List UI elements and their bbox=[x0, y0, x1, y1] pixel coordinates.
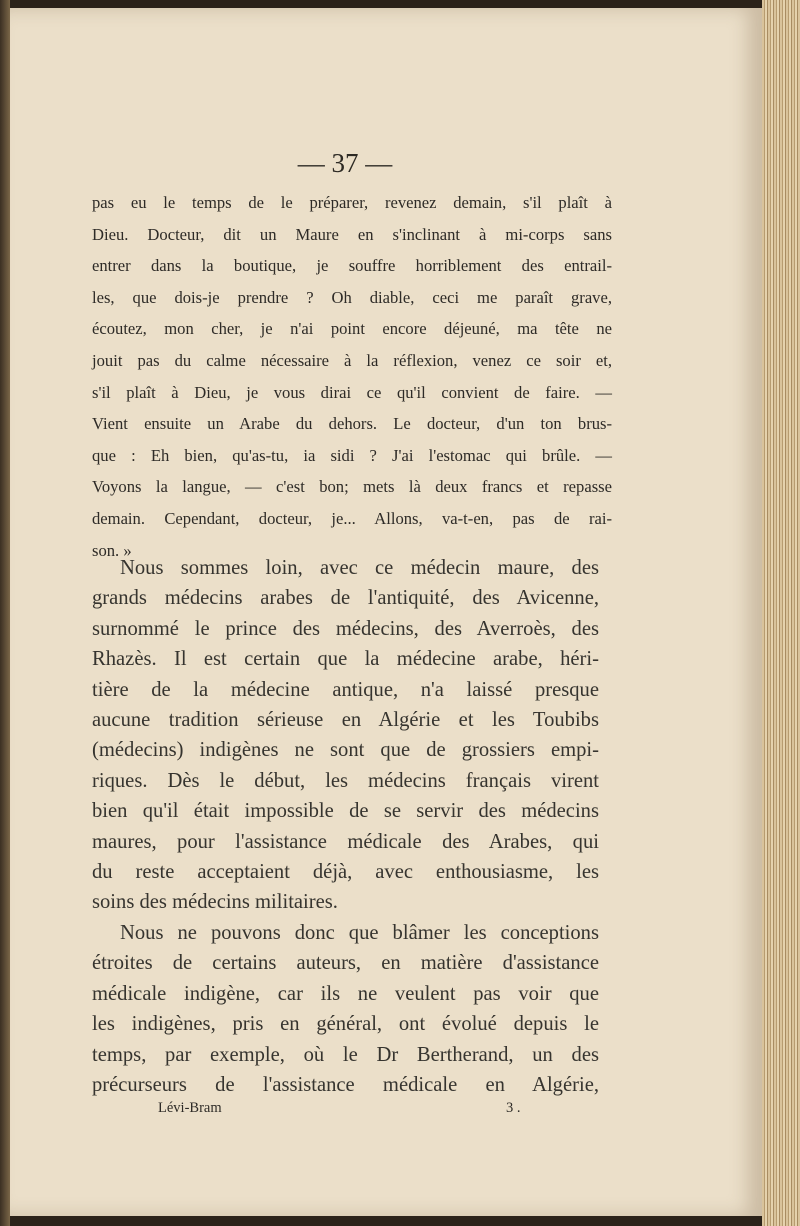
page-stack-edge bbox=[762, 0, 800, 1226]
quote-line: Voyons la langue, — c'est bon; mets là deux francs et repasse bbox=[92, 477, 612, 497]
body-line: bien qu'il était impossible de se servir des médecins bbox=[92, 800, 599, 823]
quote-block bbox=[92, 187, 612, 566]
quote-line: que : Eh bien, qu'as-tu, ia sidi ? J'ai l'estomac qui brûle. — bbox=[92, 445, 612, 465]
body-line: surnommé le prince des médecins, des Averroès, des bbox=[92, 617, 599, 640]
quote-line: son. » bbox=[92, 540, 132, 560]
page-number: — 37 — bbox=[297, 148, 393, 178]
quote-line: Dieu. Docteur, dit un Maure en s'inclinant à mi-corps sans bbox=[92, 224, 612, 244]
quote-line: les, que dois-je prendre ? Oh diable, ceci me paraît grave, bbox=[92, 287, 612, 307]
body-line: Nous sommes loin, avec ce médecin maure, des bbox=[120, 557, 599, 579]
body-line: les indigènes, pris en général, ont évolué depuis le bbox=[92, 1013, 599, 1036]
body-line: étroites de certains auteurs, en matière d'assistance bbox=[92, 952, 599, 975]
quote-line: Vient ensuite un Arabe du dehors. Le docteur, d'un ton brus- bbox=[92, 414, 612, 434]
body-line: médicale indigène, car ils ne veulent pas voir que bbox=[92, 982, 599, 1005]
quote-line: demain. Cependant, docteur, je... Allons, va-t-en, pas de rai- bbox=[92, 508, 612, 528]
quote-line: s'il plaît à Dieu, je vous dirai ce qu'il convient de faire. — bbox=[92, 382, 612, 402]
body-line: temps, par exemple, où le Dr Bertherand, un des bbox=[92, 1043, 599, 1066]
book-spine-edge bbox=[0, 0, 10, 1226]
body-line: précurseurs de l'assistance médicale en Algérie, bbox=[92, 1073, 599, 1096]
quote-line: pas eu le temps de le préparer, revenez demain, s'il plaît à bbox=[92, 193, 612, 212]
body-text bbox=[92, 553, 599, 1100]
quote-line: jouit pas du calme nécessaire à la réflexion, venez ce soir et, bbox=[92, 350, 612, 370]
quote-line: écoutez, mon cher, je n'ai point encore déjeuné, ma tête ne bbox=[92, 319, 612, 339]
body-line: Nous ne pouvons donc que blâmer les conceptions bbox=[120, 921, 599, 944]
body-line: aucune tradition sérieuse en Algérie et les Toubibs bbox=[92, 709, 599, 732]
body-line: soins des médecins militaires. bbox=[92, 891, 338, 914]
body-line: (médecins) indigènes ne sont que de grossiers empi- bbox=[92, 739, 599, 762]
quote-line: entrer dans la boutique, je souffre horriblement des entrail- bbox=[92, 256, 612, 276]
body-line: du reste acceptaient déjà, avec enthousiasme, les bbox=[92, 861, 599, 884]
body-line: grands médecins arabes de l'antiquité, des Avicenne, bbox=[92, 587, 599, 610]
signature-author: Lévi-Bram bbox=[158, 1100, 222, 1116]
body-line: riques. Dès le début, les médecins français virent bbox=[92, 769, 599, 792]
body-line: tière de la médecine antique, n'a laissé presque bbox=[92, 678, 599, 701]
signature-number: 3 . bbox=[506, 1100, 521, 1116]
body-line: Rhazès. Il est certain que la médecine arabe, héri- bbox=[92, 648, 599, 671]
body-line: maures, pour l'assistance médicale des Arabes, qui bbox=[92, 830, 599, 853]
